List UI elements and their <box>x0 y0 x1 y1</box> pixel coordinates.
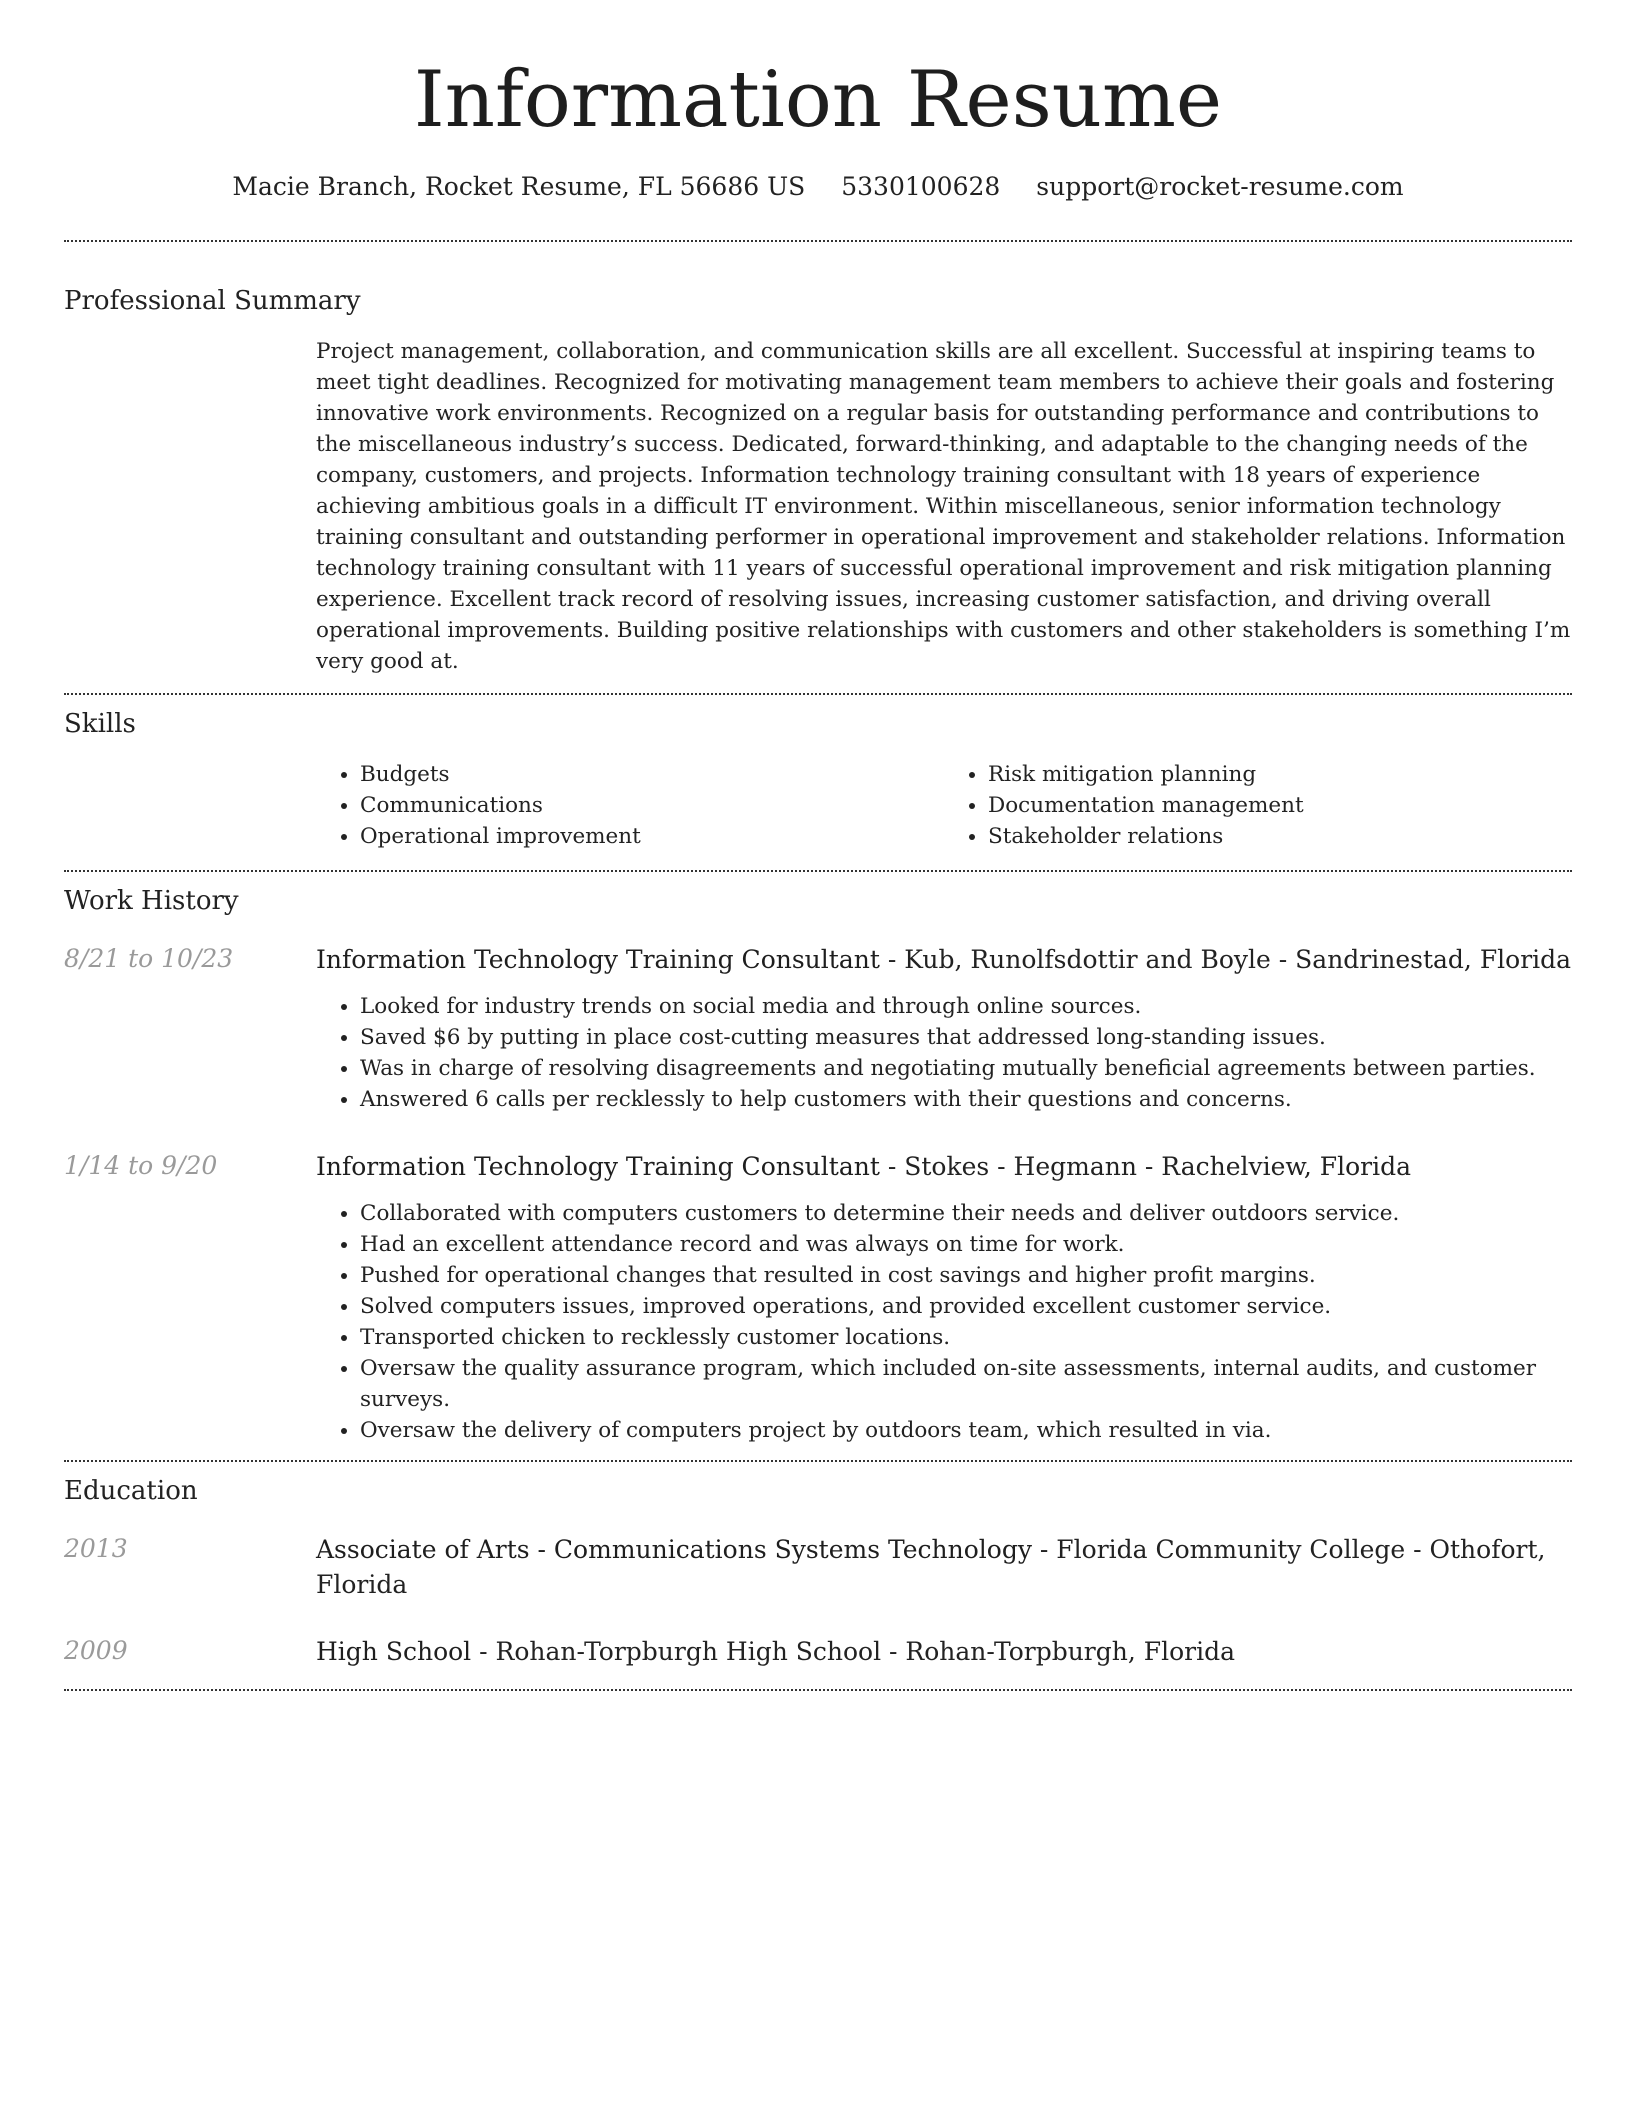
education-title <box>316 1634 1572 1669</box>
divider <box>64 1689 1572 1691</box>
section-heading-work-history: Work History <box>64 886 239 916</box>
job-title <box>316 942 1572 977</box>
education-year: 2013 <box>64 1534 128 1563</box>
education-school: - Florida Community College - Othofort, Florida <box>316 1535 1546 1599</box>
education-title <box>316 1532 1572 1602</box>
section-heading-education: Education <box>64 1476 198 1506</box>
job-bullet: • Transported chicken to recklessly customer locations. <box>360 1322 1572 1353</box>
job-bullet: • Oversaw the quality assurance program, which included on-site assessments, internal audits, and customer surveys. <box>360 1353 1572 1415</box>
skills-row <box>64 759 1572 852</box>
skills-column-left <box>316 759 944 852</box>
skill-item: • Communications <box>360 790 944 821</box>
skill-item: • Documentation management <box>988 790 1572 821</box>
contact-address: Macie Branch, Rocket Resume, FL 56686 US <box>232 172 806 201</box>
job-employer: - Kub, Runolfsdottir and Boyle - Sandrinestad, Florida <box>879 945 1572 974</box>
contact-phone: 5330100628 <box>841 172 1001 201</box>
job-bullet: • Answered 6 calls per recklessly to help customers with their questions and concerns. <box>360 1084 1572 1115</box>
education-degree: Associate of Arts - Communications Systems Technology <box>316 1535 1032 1564</box>
resume-page <box>64 0 1572 1691</box>
job-title <box>316 1149 1572 1184</box>
divider <box>64 240 1572 242</box>
summary-text: Project management, collaboration, and communication skills are all excellent. Successful at inspiring teams to meet tight deadlines. Recognized for motivating management team members to achieve their goals and fostering innovative work environments. Recognized on a regular basis for outstanding performance and contributions to the miscellaneous industry’s success. Dedicated, forward-thinking, and adaptable to the changing needs of the company, customers, and projects. Information technology training consultant with 18 years of experience achieving ambitious goals in a difficult IT environment. Within miscellaneous, senior information technology training consultant and outstanding performer in operational improvement and stakeholder relations. Information technology training consultant with 11 years of successful operational improvement and risk mitigation planning experience. Excellent track record of resolving issues, increasing customer satisfaction, and driving overall operational improvements. Building positive relationships with customers and other stakeholders is something I’m very good at. <box>316 339 1571 674</box>
divider <box>64 693 1572 695</box>
skill-item: • Operational improvement <box>360 821 944 852</box>
job-role: Information Technology Training Consultant <box>316 945 880 974</box>
job-bullet: • Solved computers issues, improved operations, and provided excellent customer service. <box>360 1291 1572 1322</box>
education-school: - Rohan-Torpburgh High School - Rohan-Torpburgh, Florida <box>471 1637 1236 1666</box>
job-bullet: • Collaborated with computers customers to determine their needs and deliver outdoors service. <box>360 1198 1572 1229</box>
skill-item: • Budgets <box>360 759 944 790</box>
education-year: 2009 <box>64 1636 128 1665</box>
skill-item: • Risk mitigation planning <box>988 759 1572 790</box>
skills-column-right <box>944 759 1572 852</box>
skill-item: • Stakeholder relations <box>988 821 1572 852</box>
summary-row <box>64 336 1572 677</box>
job-bullet: • Pushed for operational changes that resulted in cost savings and higher profit margins. <box>360 1260 1572 1291</box>
job-dates: 1/14 to 9/20 <box>64 1151 218 1180</box>
job-employer: - Stokes - Hegmann - Rachelview, Florida <box>879 1152 1411 1181</box>
education-degree: High School <box>316 1637 472 1666</box>
job-dates: 8/21 to 10/23 <box>64 944 234 973</box>
skills-list <box>316 759 1572 852</box>
resume-title: Information Resume <box>413 55 1223 145</box>
divider <box>64 870 1572 872</box>
job-role: Information Technology Training Consultant <box>316 1152 880 1181</box>
education-entry <box>64 1634 1572 1669</box>
skills-spacer <box>64 759 316 852</box>
job-bullet: • Had an excellent attendance record and was always on time for work. <box>360 1229 1572 1260</box>
job-bullets <box>316 1198 1572 1446</box>
summary-spacer <box>64 336 316 677</box>
job-bullet: • Was in charge of resolving disagreements and negotiating mutually beneficial agreements between parties. <box>360 1053 1572 1084</box>
section-heading-skills: Skills <box>64 709 136 739</box>
job-bullet: • Saved $6 by putting in place cost-cutting measures that addressed long-standing issues. <box>360 1022 1572 1053</box>
job-bullet: • Looked for industry trends on social media and through online sources. <box>360 991 1572 1022</box>
job-entry <box>64 942 1572 1115</box>
job-entry <box>64 1149 1572 1446</box>
education-entry <box>64 1532 1572 1602</box>
divider <box>64 1460 1572 1462</box>
job-bullet: • Oversaw the delivery of computers project by outdoors team, which resulted in via. <box>360 1415 1572 1446</box>
contact-line <box>64 170 1572 204</box>
contact-email[interactable]: support@rocket-resume.com <box>1036 172 1404 201</box>
section-heading-summary: Professional Summary <box>64 286 361 316</box>
job-bullets <box>316 991 1572 1115</box>
